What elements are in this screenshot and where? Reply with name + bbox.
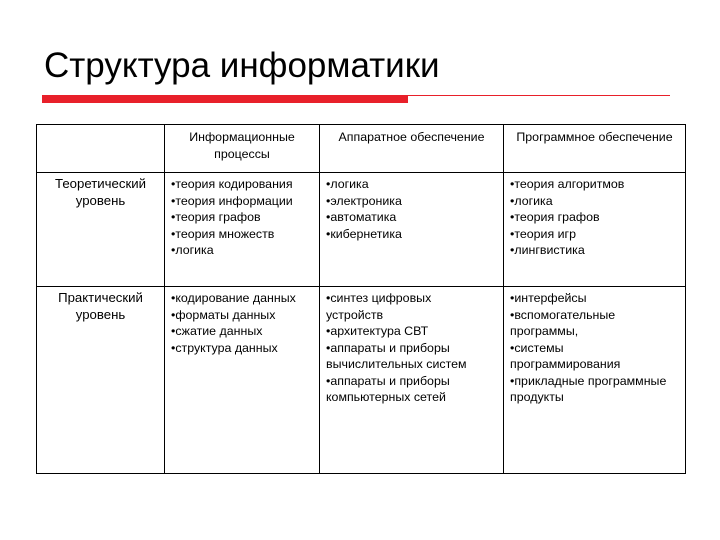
cell-theoretical-hardware: [320, 173, 504, 287]
list-item: • аппараты и приборы компьютерных сетей: [326, 373, 476, 406]
list-item: • синтез цифровых устройств: [326, 290, 446, 323]
list-item: • теория графов: [171, 209, 317, 226]
header-corner: [37, 125, 165, 173]
cell-practical-hardware: [320, 287, 504, 474]
list-item: • теория множеств: [171, 226, 317, 243]
list-item: • теория игр: [510, 226, 683, 243]
list-item: • кибернетика: [326, 226, 501, 243]
header-info-processes: Информационные процессы: [165, 125, 320, 173]
list-item: • вспомогательные программы,: [510, 307, 640, 340]
list-item: • теория алгоритмов: [510, 176, 683, 193]
row-practical: [37, 287, 686, 474]
list-item: • лингвистика: [510, 242, 683, 259]
list-item: • теория кодирования: [171, 176, 317, 193]
list-item: • теория графов: [510, 209, 683, 226]
cell-practical-info: [165, 287, 320, 474]
row-theoretical: [37, 173, 686, 287]
header-row: [37, 125, 686, 173]
list-item: • логика: [326, 176, 501, 193]
list-item: • архитектура СВТ: [326, 323, 501, 340]
list-item: • интерфейсы: [510, 290, 683, 307]
list-item: • аппараты и приборы вычислительных систем: [326, 340, 486, 373]
list-item: • автоматика: [326, 209, 501, 226]
list-item: • электроника: [326, 193, 501, 210]
list-item: • кодирование данных: [171, 290, 317, 307]
header-hardware: Аппаратное обеспечение: [320, 125, 504, 173]
row-label-practical: Практический уровень: [37, 287, 165, 474]
list-item: • прикладные программные продукты: [510, 373, 670, 406]
list-item: • сжатие данных: [171, 323, 317, 340]
list-item: • структура данных: [171, 340, 317, 357]
cell-practical-software: [504, 287, 686, 474]
list-item: • системы программирования: [510, 340, 640, 373]
row-label-theoretical: Теоретический уровень: [37, 173, 165, 287]
slide-title: Структура информатики: [44, 46, 440, 85]
list-item: • логика: [510, 193, 683, 210]
list-item: • логика: [171, 242, 317, 259]
cell-theoretical-software: [504, 173, 686, 287]
list-item: • теория информации: [171, 193, 317, 210]
title-underline-line: [408, 95, 670, 96]
structure-table: [36, 124, 686, 474]
header-software: Программное обеспечение: [504, 125, 686, 173]
title-underline-bar: [42, 95, 408, 103]
cell-theoretical-info: [165, 173, 320, 287]
list-item: • форматы данных: [171, 307, 317, 324]
